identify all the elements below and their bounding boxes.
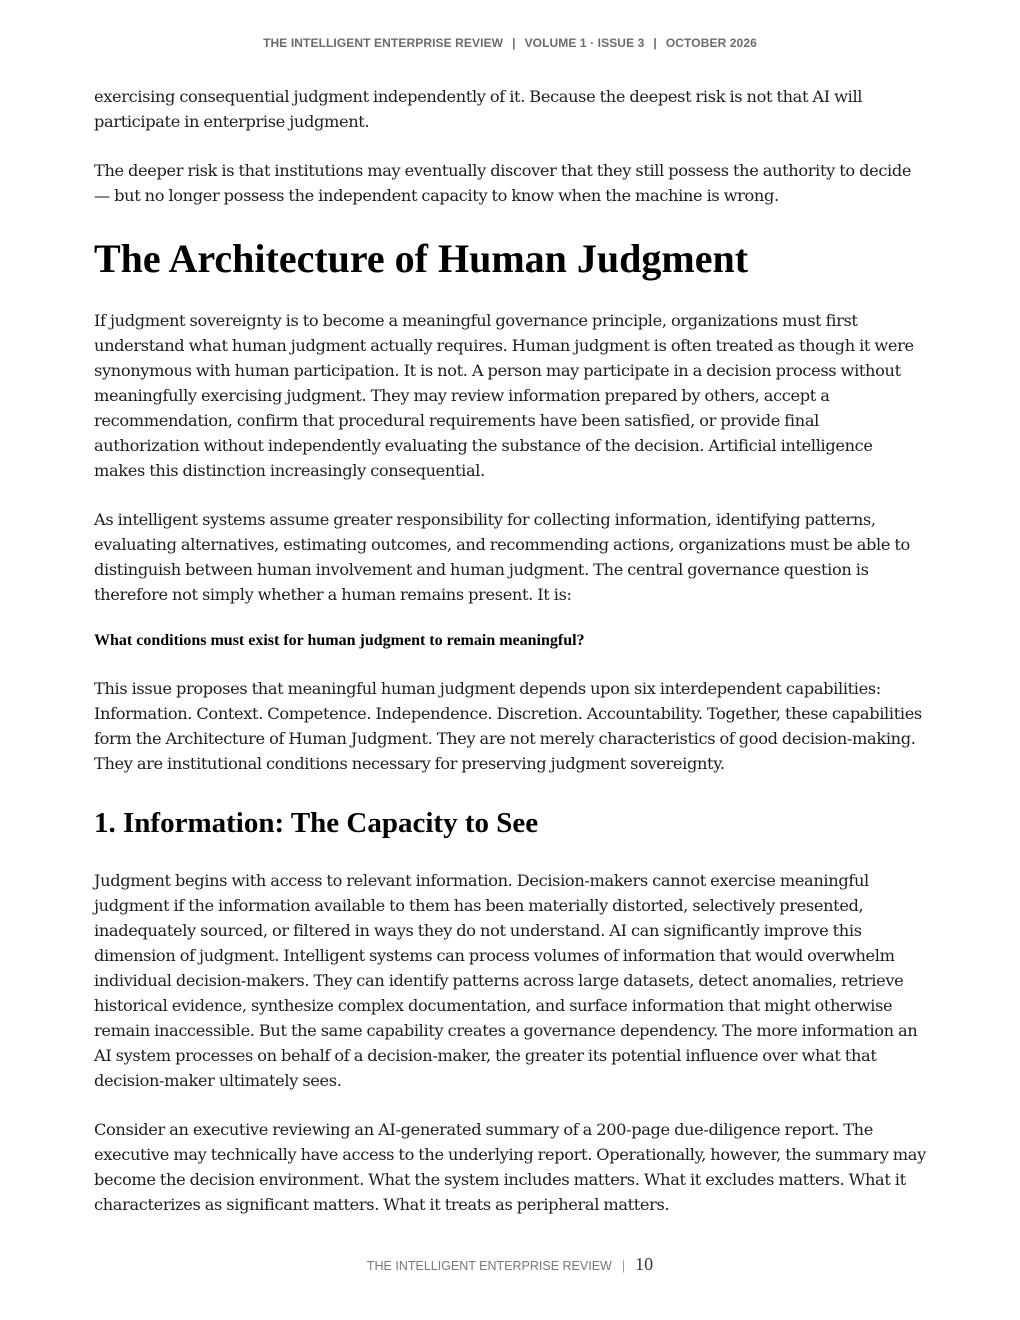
subsection-paragraph: Consider an executive reviewing an AI-generated summary of a 200-page due-diligence report. The executive may technically have access to the underlying report. Operationally, however, the summary may become the decision environment. What the system includes matters. What it excludes matters. What it characterizes as significant matters. What it treats as peripheral matters.: [94, 1120, 926, 1214]
subsection-title: 1. Information: The Capacity to See: [94, 807, 539, 839]
header-volume-issue: VOLUME 1 · ISSUE 3: [524, 36, 645, 50]
footer-separator: |: [621, 1259, 626, 1273]
section-paragraph: If judgment sovereignty is to become a meaningful governance principle, organizations must first understand what human judgment actually requires. Human judgment is often treated as though it were synonymous with human participation. It is not. A person may participate in a decision process without meaningfully exercising judgment. They may review information prepared by others, accept a recommendation, confirm that procedural requirements have been satisfied, or provide final authorization without independently evaluating the substance of the decision. Artificial intelligence makes this distinction increasingly consequential.: [94, 311, 914, 480]
footer-publication: THE INTELLIGENT ENTERPRISE REVIEW: [366, 1259, 612, 1273]
header-date: OCTOBER 2026: [665, 36, 757, 50]
running-header: [0, 36, 1020, 50]
page-number: 10: [635, 1254, 654, 1274]
intro-paragraph: The deeper risk is that institutions may eventually discover that they still possess the authority to decide— but no longer possess the independent capacity to know when the machine is wrong.: [94, 161, 912, 205]
article-body: [94, 84, 926, 1241]
running-footer: [0, 1254, 1020, 1275]
central-question: What conditions must exist for human judgment to remain meaningful?: [94, 632, 585, 649]
section-paragraph: As intelligent systems assume greater responsibility for collecting information, identifying patterns, evaluating alternatives, estimating outcomes, and recommending actions, organizations must be able to distinguish between human involvement and human judgment. The central governance question is therefore not simply whether a human remains present. It is:: [94, 510, 910, 604]
section-title: The Architecture of Human Judgment: [94, 236, 749, 281]
header-separator: |: [512, 36, 516, 50]
capabilities-paragraph: This issue proposes that meaningful human judgment depends upon six interdependent capabilities: Information. Context. Competence. Independence. Discretion. Accountability. Together, these capabilities form the Architecture of Human Judgment. They are not merely characteristics of good decision-making. They are institutional conditions necessary for preserving judgment sovereignty.: [94, 679, 922, 773]
header-separator: |: [653, 36, 657, 50]
header-publication: THE INTELLIGENT ENTERPRISE REVIEW: [263, 36, 504, 50]
subsection-paragraph: Judgment begins with access to relevant information. Decision-makers cannot exercise meaningful judgment if the information available to them has been materially distorted, selectively presented, inadequately sourced, or filtered in ways they do not understand. AI can significantly improve this dimension of judgment. Intelligent systems can process volumes of information that would overwhelm individual decision-makers. They can identify patterns across large datasets, detect anomalies, retrieve historical evidence, synthesize complex documentation, and surface information that might otherwise remain inaccessible. But the same capability creates a governance dependency. The more information an AI system processes on behalf of a decision-maker, the greater its potential influence over what that decision-maker ultimately sees.: [94, 871, 918, 1090]
intro-paragraph: exercising consequential judgment independently of it. Because the deepest risk is not that AI will participate in enterprise judgment.: [94, 87, 863, 131]
